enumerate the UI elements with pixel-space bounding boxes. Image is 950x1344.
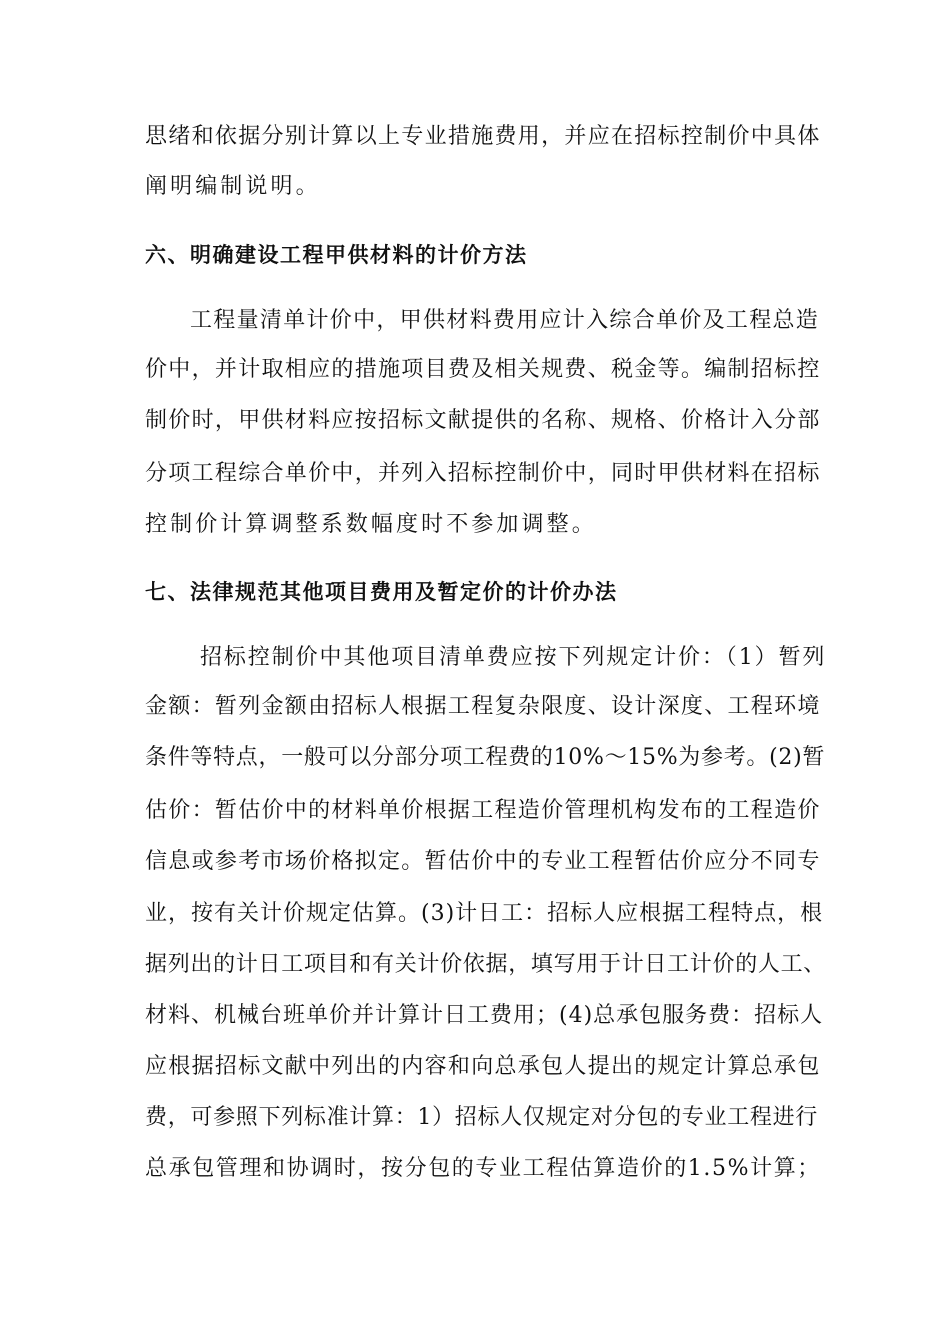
paragraph-line: 费，可参照下列标准计算：1）招标人仅规定对分包的专业工程进行 [145,1105,818,1130]
paragraph-line: 材料、机械台班单价并计算计日工费用；(4)总承包服务费：招标人 [145,1003,824,1028]
paragraph-line: 分项工程综合单价中，并列入招标控制价中，同时甲供材料在招标 [145,461,821,486]
paragraph-line: 信息或参考市场价格拟定。暂估价中的专业工程暂估价应分不同专 [145,849,821,874]
paragraph-line: 制价时，甲供材料应按招标文献提供的名称、规格、价格计入分部 [145,408,821,433]
paragraph-line: 业，按有关计价规定估算。(3)计日工：招标人应根据工程特点，根 [145,901,824,926]
paragraph-line: 工程量清单计价中，甲供材料费用应计入综合单价及工程总造 [190,308,820,333]
section-heading-6: 六、明确建设工程甲供材料的计价方法 [145,243,528,267]
paragraph-line: 总承包管理和协调时，按分包的专业工程估算造价的1.5%计算； [145,1156,821,1181]
paragraph-line: 招标控制价中其他项目清单费应按下列规定计价：（1）暂列 [200,645,827,670]
paragraph-line: 据列出的计日工项目和有关计价依据，填写用于计日工计价的人工、 [145,952,827,977]
paragraph-line: 思绪和依据分别计算以上专业措施费用，并应在招标控制价中具体 [145,124,821,149]
paragraph-line: 阐明编制说明。 [145,174,321,199]
paragraph-line: 应根据招标文献中列出的内容和向总承包人提出的规定计算总承包 [145,1054,821,1079]
paragraph-line: 条件等特点，一般可以分部分项工程费的10%～15%为参考。(2)暂 [145,745,826,770]
paragraph-line: 价中，并计取相应的措施项目费及相关规费、税金等。编制招标控 [145,357,821,382]
section-heading-7: 七、法律规范其他项目费用及暂定价的计价办法 [145,580,618,604]
paragraph-line: 金额：暂列金额由招标人根据工程复杂限度、设计深度、工程环境 [145,694,821,719]
paragraph-line: 控制价计算调整系数幅度时不参加调整。 [145,512,597,537]
paragraph-line: 估价：暂估价中的材料单价根据工程造价管理机构发布的工程造价 [145,798,821,823]
